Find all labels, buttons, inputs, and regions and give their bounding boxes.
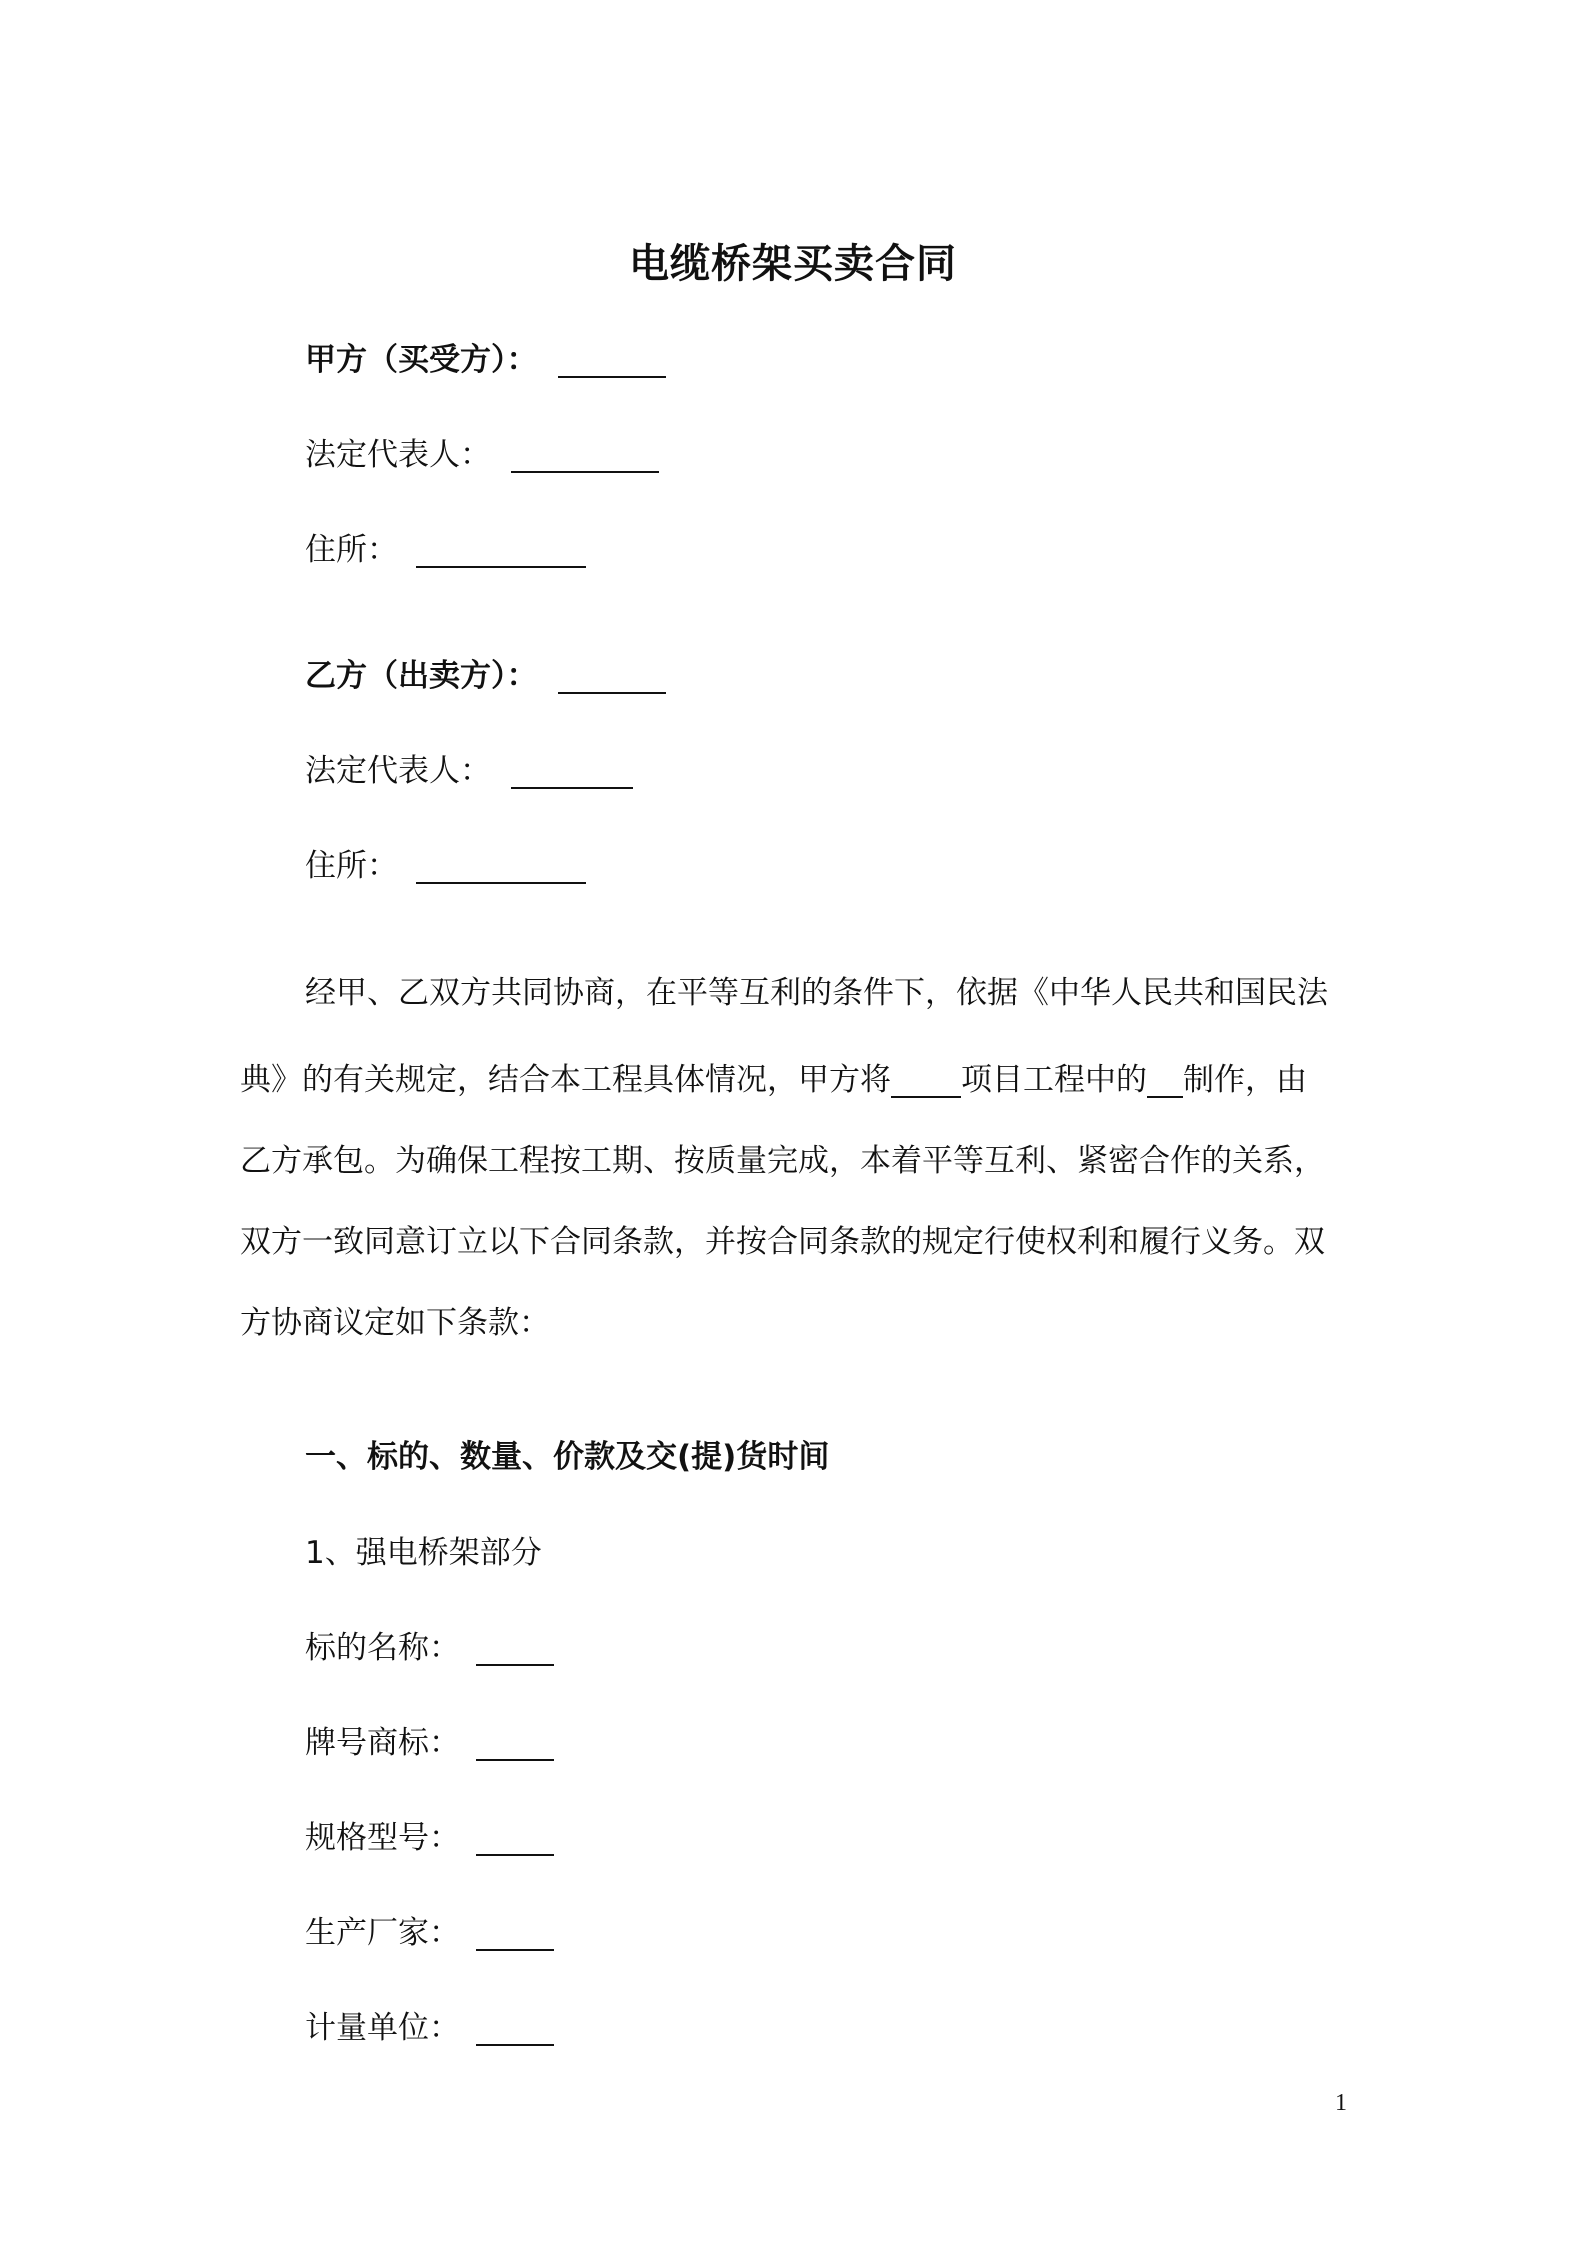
party-b-rep-blank — [511, 757, 633, 789]
party-a-address-line — [305, 530, 586, 570]
field-label: 计量单位： — [305, 2010, 460, 2046]
party-b-address-blank — [416, 852, 586, 884]
field-label: 生产厂家： — [305, 1915, 460, 1951]
field-line — [305, 2008, 554, 2048]
party-a-rep-label: 法定代表人： — [305, 437, 491, 473]
field-label: 牌号商标： — [305, 1725, 460, 1761]
field-blank — [476, 1729, 554, 1761]
party-b-line — [305, 656, 666, 696]
preamble-line-2-part-b: 项目工程中的 — [961, 1062, 1147, 1098]
field-blank — [476, 2014, 554, 2046]
field-line — [305, 1913, 554, 1953]
party-a-address-label: 住所： — [305, 532, 398, 568]
item-blank — [1147, 1066, 1183, 1098]
section-1-heading: 一、标的、数量、价款及交(提)货时间 — [305, 1439, 830, 1475]
document-title: 电缆桥架买卖合同 — [629, 241, 957, 287]
project-blank — [891, 1066, 961, 1098]
preamble-line-1: 经甲、乙双方共同协商，在平等互利的条件下，依据《中华人民共和国民法 — [305, 975, 1328, 1011]
party-a-address-blank — [416, 536, 586, 568]
field-blank — [476, 1634, 554, 1666]
party-a-label: 甲方（买受方）： — [305, 342, 538, 378]
preamble-line-3: 乙方承包。为确保工程按工期、按质量完成，本着平等互利、紧密合作的关系， — [240, 1143, 1325, 1179]
field-blank — [476, 1824, 554, 1856]
party-b-label: 乙方（出卖方）： — [305, 658, 538, 694]
field-label: 规格型号： — [305, 1820, 460, 1856]
party-a-blank — [558, 346, 666, 378]
field-label: 标的名称： — [305, 1630, 460, 1666]
party-b-blank — [558, 662, 666, 694]
preamble-line-5: 方协商议定如下条款： — [240, 1305, 550, 1341]
field-blank — [476, 1919, 554, 1951]
preamble-line-2-part-a: 典》的有关规定，结合本工程具体情况，甲方将 — [240, 1062, 891, 1098]
preamble-line-2 — [240, 1060, 1307, 1100]
party-b-rep-line — [305, 751, 633, 791]
party-b-address-label: 住所： — [305, 848, 398, 884]
page-number: 1 — [1335, 2090, 1347, 2116]
party-a-rep-blank — [511, 441, 659, 473]
party-b-rep-label: 法定代表人： — [305, 753, 491, 789]
party-a-line — [305, 340, 666, 380]
field-line — [305, 1723, 554, 1763]
field-line — [305, 1628, 554, 1668]
field-line — [305, 1818, 554, 1858]
preamble-line-2-part-c: 制作，由 — [1183, 1062, 1307, 1098]
party-b-address-line — [305, 846, 586, 886]
party-a-rep-line — [305, 435, 659, 475]
preamble-line-4: 双方一致同意订立以下合同条款，并按合同条款的规定行使权利和履行义务。双 — [240, 1224, 1325, 1260]
subsection-1-heading: 1、强电桥架部分 — [305, 1535, 542, 1571]
